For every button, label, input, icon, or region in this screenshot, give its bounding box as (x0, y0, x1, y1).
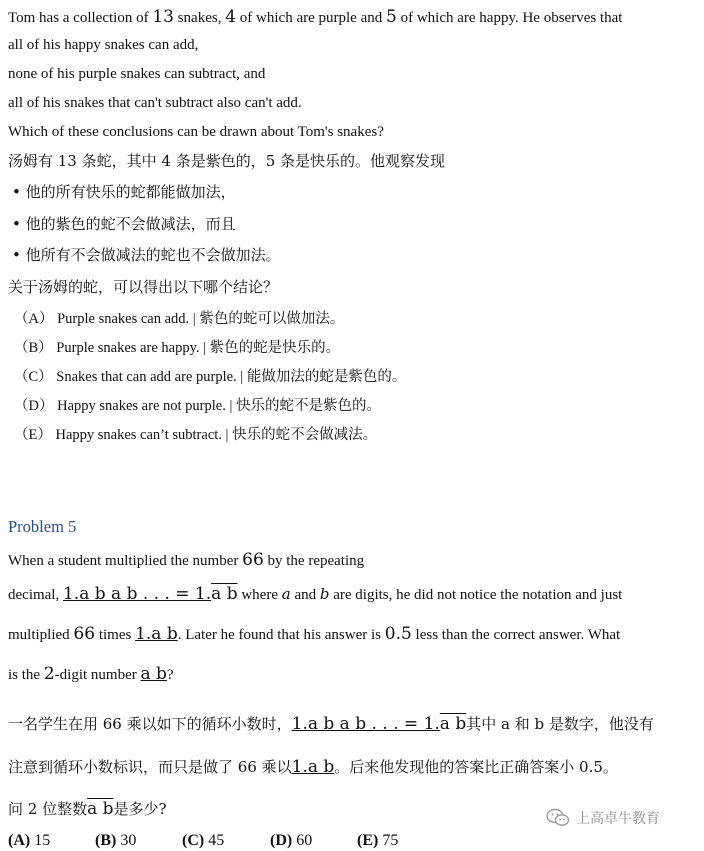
option-text: Purple snakes are happy. | 紫色的蛇是快乐的。 (52, 340, 341, 356)
option-text: Snakes that can add are purple. | 能做加法的蛇是紫色的。 (52, 369, 407, 385)
number-0-5: 0.5 (384, 624, 412, 644)
text: Tom has a collection of (8, 10, 153, 26)
option-label: （B） (14, 340, 53, 356)
problem4-zh-bullet2: • 他的紫色的蛇不会做减法，而且 (12, 215, 236, 233)
problem4-zh-question: 关于汤姆的蛇，可以得出以下哪个结论？ (8, 278, 279, 296)
text: by the repeating (263, 553, 365, 569)
option-b (14, 341, 340, 357)
text: multiplied (8, 627, 74, 643)
repeating-block: a b (211, 584, 238, 604)
text: less than the correct answer. What (411, 627, 621, 643)
text: When a student multiplied the number (8, 553, 243, 569)
number-13: 13 (152, 7, 174, 27)
variable-b: b (319, 585, 330, 603)
problem5-title: Problem 5 (8, 517, 77, 536)
option-text: Happy snakes can’t subtract. | 快乐的蛇不会做减法。 (51, 427, 378, 443)
option-a (14, 312, 344, 328)
text: -digit number (54, 667, 141, 683)
answer-a (8, 832, 50, 850)
answer-label: (E) (357, 832, 379, 849)
option-label: （D） (14, 398, 54, 414)
watermark-text: 上高卓牛教育 (576, 811, 660, 827)
answer-value: 75 (382, 832, 399, 849)
problem5-line1 (8, 551, 364, 570)
repeating-decimal-expression: 1.a b a b . . . = 1. (291, 714, 440, 734)
problem5-line2 (8, 585, 622, 604)
repeating-block: a b (439, 714, 467, 734)
two-digit-number-expression: a b (87, 799, 114, 819)
problem4-line4: all of his snakes that can't subtract also can't add. (8, 95, 302, 111)
problem4-zh-bullet3: • 他所有不会做减法的蛇也不会做加法。 (12, 246, 281, 264)
answer-e (357, 832, 398, 850)
problem5-zh-line3 (8, 800, 167, 819)
option-text: Happy snakes are not purple. | 快乐的蛇不是紫色的。 (53, 398, 381, 414)
answer-label: (D) (270, 832, 293, 849)
wechat-icon (546, 808, 570, 828)
answer-value: 45 (208, 832, 225, 849)
non-repeating-expression: 1.a b (291, 757, 335, 777)
problem5-zh-line2 (8, 758, 618, 777)
variable-a: a (281, 585, 291, 603)
text: 。后来他发现他的答案比正确答案小 0.5。 (334, 758, 618, 776)
non-repeating-expression: 1.a b (135, 624, 178, 644)
answer-value: 15 (34, 832, 51, 849)
text: decimal, (8, 587, 63, 603)
answer-b (95, 832, 136, 850)
text: 其中 a 和 b 是数字，他没有 (466, 715, 654, 733)
text: snakes, (173, 10, 226, 26)
text: 是多少? (113, 800, 167, 818)
text: times (95, 627, 136, 643)
number-66: 66 (73, 624, 96, 644)
problem4-line2: all of his happy snakes can add, (8, 37, 199, 53)
text: and (290, 587, 320, 603)
problem4-line3: none of his purple snakes can subtract, and (8, 66, 266, 82)
number-2: 2 (43, 664, 55, 684)
number-5: 5 (386, 7, 397, 27)
text: are digits, he did not notice the notation and just (329, 587, 623, 603)
text: 注意到循环小数标识，而只是做了 66 乘以 (8, 758, 292, 776)
option-c (14, 370, 406, 386)
problem5-zh-line1 (8, 715, 654, 734)
text: where (237, 587, 282, 603)
answer-d (270, 832, 312, 850)
option-e (14, 428, 377, 444)
problem5-line4 (8, 665, 174, 684)
answer-c (182, 832, 224, 850)
text: ? (166, 667, 174, 683)
option-d (14, 399, 381, 415)
text: 一名学生在用 66 乘以如下的循环小数时， (8, 715, 292, 733)
text: 问 2 位整数 (8, 800, 88, 818)
answer-label: (A) (8, 832, 31, 849)
repeating-decimal-expression: 1.a b a b . . . = 1. (62, 584, 212, 604)
answer-label: (B) (95, 832, 117, 849)
number-4: 4 (225, 7, 237, 27)
option-text: Purple snakes can add. | 紫色的蛇可以做加法。 (53, 311, 345, 327)
problem4-question: Which of these conclusions can be drawn about Tom's snakes? (8, 124, 384, 140)
problem4-zh-line1: 汤姆有 13 条蛇，其中 4 条是紫色的，5 条是快乐的。他观察发现 (8, 152, 446, 170)
problem4-zh-bullet1: • 他的所有快乐的蛇都能做加法， (12, 183, 236, 201)
text: of which are purple and (236, 10, 386, 26)
text: is the (8, 667, 44, 683)
answer-label: (C) (182, 832, 205, 849)
answer-value: 60 (296, 832, 313, 849)
option-label: （A） (14, 311, 54, 327)
problem4-line1 (8, 8, 622, 27)
text: of which are happy. He observes that (396, 10, 623, 26)
problem5-line3 (8, 625, 620, 644)
text: . Later he found that his answer is (177, 627, 385, 643)
number-66: 66 (242, 550, 264, 570)
option-label: （C） (14, 369, 53, 385)
two-digit-number-expression: a b (140, 664, 167, 684)
watermark (546, 808, 660, 828)
answer-value: 30 (120, 832, 137, 849)
option-label: （E） (14, 427, 52, 443)
